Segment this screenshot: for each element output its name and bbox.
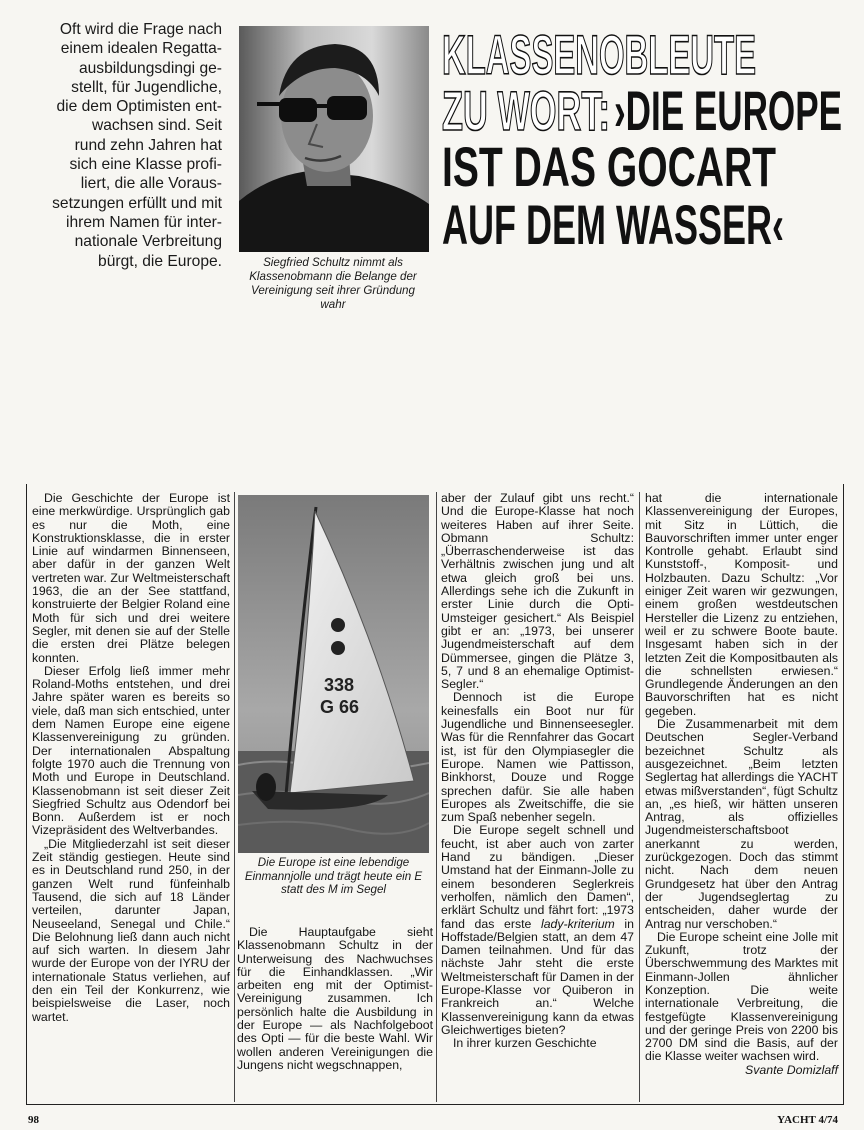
column-rule [639,492,640,1102]
portrait-caption: Siegfried Schultz nimmt als Klassenobmann die Belange der Vereinigung seit ihrer Gründung wahr [249,256,417,311]
headline-line-2b: ›DIE EUROPE [614,79,842,142]
portrait-photo [239,26,429,252]
article-column-4 [645,492,838,1077]
sailboat-illustration [238,495,429,853]
page-number: 98 [28,1114,39,1126]
intro-line: rund zehn Jahren hat [74,136,222,154]
paragraph: Dieser Erfolg ließ immer mehr Roland-Moths entstehen, und drei Jahre später waren es bereits so viele, daß man sich entschied, unter dem Namen Europe eine eigene Klassenvereinigung zu gründen. Der internationalen Abspaltung folgte 1970 auch die Trennung von Moth und Europe in Deutschland. Klassenobmann ist seit dieser Zeit Siegfried Schultz aus Odendorf bei Bonn. Außerdem ist er noch Vizepräsident des Weltverbandes. [32,663,230,838]
intro-line: Oft wird die Frage nach [59,21,222,38]
column-rule [436,492,437,1102]
intro-line: sich eine Klasse profi- [69,156,222,174]
paragraph: aber der Zulauf gibt uns recht.“ Und die Europe-Klasse hat noch weiteres Haben auf ihrer Seite. Obmann Schultz: „Überraschenderweise ist das Verhältnis zwischen jung und alt etwa gleich groß bei uns. Allerdings sehe ich die Zukunft in erster Linie durch die Opti-Umsteiger gesichert.“ Als Beispiel gibt er an: „1973, bei unserer Jugendmeisterschaft auf dem Dümmersee, gingen die Plätze 3, 5, 7 und 8 an ehemalige Optimist-Segler.“ [441,491,634,692]
intro-text [30,20,222,271]
headline [440,22,850,262]
intro-line: nationale Verbreitung [74,233,222,251]
headline-line-4: AUF DEM WASSER‹ [442,193,784,256]
paragraph: Die Zusammenarbeit mit dem Deutschen Segler-Verband bezeichnet Schultz als ausgezeichnet. „Beim letzten Seglertag hat allerdings die YACHT etwas mißverstanden“, fügt Schultz an, „es hieß, wir hätten unseren Antrag, als offizielles Jugendmeisterschaftsboot anerkannt zu werden, zurückgezogen. Doch das stimmt nicht. Nach dem neuen Grundgesetz hat über den Antrag der Jugendseglertag zu entscheiden, daher wurde der Antrag nur verschoben.“ [645,717,838,931]
intro-line: stellt, für Jugendliche, [71,78,222,96]
sailing-photo [238,495,429,853]
column-rule [234,492,235,1102]
intro-line: bürgt, die Europe. [98,252,222,270]
article-column-1 [32,492,230,1024]
sailing-photo-caption: Die Europe ist eine lebendige Einmannjolle und trägt heute ein E statt des M im Segel [244,856,423,897]
paragraph-text: Die Europe segelt schnell und feucht, ist aber auch von zarter Hand zu bändigen. „Dieser Umstand hat der Einmann-Jolle zu einem besonderen Seglerkreis verholfen, nämlich den Damen“, erklärt Schultz und fährt fort: „1973 fand das erste [441,823,634,931]
article-column-3 [441,492,634,1050]
headline-line-3: IST DAS GOCART [442,135,776,198]
magazine-issue: YACHT 4/74 [777,1114,838,1126]
headline-line-1: KLASSENOBLEUTE [442,23,756,86]
headline-line-2a: ZU WORT: [442,79,610,142]
intro-line: liert, die alle Voraus- [80,175,222,193]
paragraph-text: in Hoffstade/Belgien statt, an dem 47 Damen teilnahmen. Und für das nächste Jahr steht die erste Weltmeisterschaft für Damen in der Europe-Klasse vor Quiberon in Frankreich an.“ Welche Klassenvereinigung kann da etwas Gleichwertiges bieten? [441,916,634,1037]
sail-number-bottom: G 66 [320,697,360,717]
paragraph: In ihrer kurzen Geschichte [453,1036,597,1051]
paragraph: Dennoch ist die Europe keinesfalls ein Boot nur für Jugendliche und Binnenseesegler. Was für die Rennfahrer das Gocart ist, ist für den Olympiasegler die Europe. Namen wie Pattisson, Binkhorst, Douze und Rogge sprechen dafür. Sie alle haben Europes als Zweitschiffe, die sie zum Spaß nebenher segeln. [441,690,634,825]
paragraph: Die Geschichte der Europe ist eine merkwürdige. Ursprünglich gab es nur die Moth, eine Konstruktionsklasse, die in erster Linie auf windarmen Binnenseen, aber dafür in der ganzen Welt vertreten war. Zur Weltmeisterschaft 1963, die an der See stattfand, konstruierte der Belgier Roland eine Moth für sich und drei weitere Segler, mit denen sie auf der Stelle die ersten drei Plätze belegen konnten. [32,491,230,665]
intro-line: ihrem Namen für inter- [66,213,222,231]
intro-line: ausbildungsdingi ge- [78,59,222,77]
intro-line: wachsen sind. Seit [91,117,222,135]
author-byline: Svante Domizlaff [745,1062,838,1077]
intro-line: einem idealen Regatta- [60,40,222,58]
portrait-illustration [239,26,429,252]
event-name: lady-kriterium [540,916,615,931]
paragraph: Die Hauptaufgabe sieht Klassenobmann Schultz in der Unterweisung des Nachwuchses für die Einhandklassen. „Wir arbeiten eng mit der Optimist-Vereinigung zusammen. Ich persönlich halte die Ausbildung in der Europe — als Nachfolgeboot des Opti — für die beste Wahl. Wir wollen anderen Vereinigungen die Jungens nicht wegschnappen, [237,925,433,1072]
paragraph: Die Europe scheint eine Jolle mit Zukunft, trotz der Überschwemmung des Marktes mit Einmann-Jollen ähnlicher Konzeption. Die weite internationale Verbreitung, die festgefügte Klassenvereinigung und der geringe Preis von 2200 bis 2700 DM sind die Basis, auf der die Klasse weiter wachsen wird. [645,929,838,1064]
article-column-2 [237,926,433,1072]
intro-line: setzungen erfüllt und mit [52,194,222,212]
intro-line: die dem Optimisten ent- [56,98,222,116]
paragraph: hat die internationale Klassenvereinigung der Europes, mit Sitz in Lüttich, die Bauvorschriften immer unter enger Kontrolle gehabt. Erlaubt sind Kunststoff-, Komposit- und Holzbauten. Dazu Schultz: „Vor einiger Zeit waren wir gezwungen, einem großen westdeutschen Hersteller die Lizenz zu entziehen, weil er zu schwere Boote baute. Insgesamt haben sich in der letzten Zeit die Kompositbauten als die schnellsten erwiesen.“ Grundlegende Änderungen an den Bauvorschriften hat es nicht gegeben. [645,491,838,718]
sail-number-top: 338 [324,675,355,695]
paragraph: „Die Mitgliederzahl ist seit dieser Zeit ständig gestiegen. Heute sind es in Deutschland rund 250, in der ganzen Welt rund fünfeinhalb Tausend, die sich auf 18 Länder verteilen, darunter Japan, Neuseeland, Senegal und Chile.“ Die Belohnung ließ dann auch nicht auf sich warten. In diesem Jahr wurde der Europe von der IYRU der internationale Status verliehen, auf den ein Teil der Konkurrenz, wie beispielsweise die Laser, noch wartet. [32,836,230,1024]
paragraph [441,824,634,1037]
